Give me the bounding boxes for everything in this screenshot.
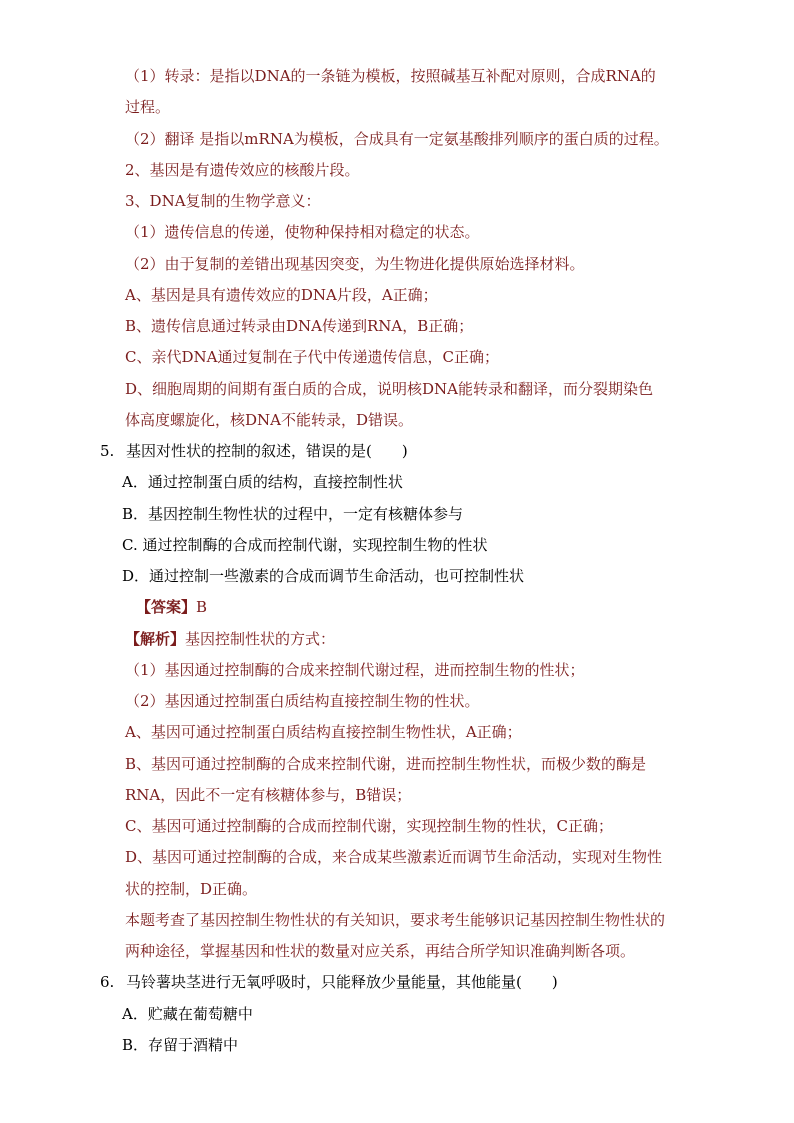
- analysis-line: A、基因可通过控制蛋白质结构直接控制生物性状，A正确；: [125, 723, 522, 741]
- question-stem: 马铃薯块茎进行无氧呼吸时，只能释放少量能量，其他能量( ): [126, 973, 558, 991]
- option-d: D．通过控制一些激素的合成而调节生命活动，也可控制性状: [122, 567, 525, 585]
- analysis-tag: 【解析】: [125, 630, 186, 648]
- answer-tag: 【答案】: [136, 598, 197, 616]
- prev-analysis-line: A、基因是具有遗传效应的DNA片段，A正确；: [125, 286, 438, 304]
- analysis-line: （2）基因通过控制蛋白质结构直接控制生物的性状。: [125, 692, 480, 710]
- analysis-line: 本题考查了基因控制生物性状的有关知识，要求考生能够识记基因控制生物性状的: [125, 911, 666, 929]
- prev-analysis-line: D、细胞周期的间期有蛋白质的合成，说明核DNA能转录和翻译，而分裂期染色: [125, 380, 654, 398]
- prev-analysis-line: （1）转录：是指以DNA的一条链为模板，按照碱基互补配对原则，合成RNA的: [125, 67, 656, 85]
- prev-analysis-line: 过程。: [125, 98, 171, 116]
- question-6-stem-line: [100, 972, 558, 992]
- option-b: B．存留于酒精中: [122, 1036, 239, 1054]
- option-b: B．基因控制生物性状的过程中，一定有核糖体参与: [122, 505, 464, 523]
- question-5-stem-line: [100, 441, 408, 461]
- prev-analysis-line: C、亲代DNA通过复制在子代中传递遗传信息，C正确；: [125, 348, 499, 366]
- prev-analysis-line: （2）由于复制的差错出现基因突变，为生物进化提供原始选择材料。: [125, 255, 585, 273]
- question-stem: 基因对性状的控制的叙述，错误的是( ): [126, 442, 408, 460]
- answer-value: B: [196, 598, 208, 616]
- prev-analysis-line: 体高度螺旋化，核DNA不能转录，D错误。: [125, 411, 414, 429]
- question-number: 5.: [100, 442, 115, 460]
- prev-analysis-line: （1）遗传信息的传递，使物种保持相对稳定的状态。: [125, 223, 480, 241]
- analysis-line: B、基因可通过控制酶的合成来控制代谢，进而控制生物性状，而极少数的酶是: [125, 755, 647, 773]
- analysis-head-line: [125, 629, 335, 649]
- analysis-line: 两种途径，掌握基因和性状的数量对应关系，再结合所学知识准确判断各项。: [125, 942, 636, 960]
- answer-line: [136, 597, 207, 617]
- analysis-line: 状的控制，D正确。: [125, 880, 258, 898]
- prev-analysis-line: B、遗传信息通过转录由DNA传递到RNA，B正确；: [125, 317, 474, 335]
- analysis-line: C、基因可通过控制酶的合成而控制代谢，实现控制生物的性状，C正确；: [125, 817, 613, 835]
- prev-analysis-line: 3、DNA复制的生物学意义：: [125, 192, 321, 210]
- question-number: 6.: [100, 973, 115, 991]
- option-a: A．贮藏在葡萄糖中: [122, 1005, 253, 1023]
- analysis-line: RNA，因此不一定有核糖体参与，B错误；: [125, 786, 412, 804]
- analysis-line: （1）基因通过控制酶的合成来控制代谢过程，进而控制生物的性状；: [125, 661, 585, 679]
- analysis-head: 基因控制性状的方式：: [185, 630, 336, 648]
- analysis-line: D、基因可通过控制酶的合成，来合成某些激素近而调节生命活动，实现对生物性: [125, 848, 663, 866]
- prev-analysis-line: （2）翻译 是指以mRNA为模板，合成具有一定氨基酸排列顺序的蛋白质的过程。: [125, 130, 669, 148]
- option-c: C. 通过控制酶的合成而控制代谢，实现控制生物的性状: [122, 536, 488, 554]
- option-a: A．通过控制蛋白质的结构，直接控制性状: [122, 473, 403, 491]
- prev-analysis-line: 2、基因是有遗传效应的核酸片段。: [125, 161, 360, 179]
